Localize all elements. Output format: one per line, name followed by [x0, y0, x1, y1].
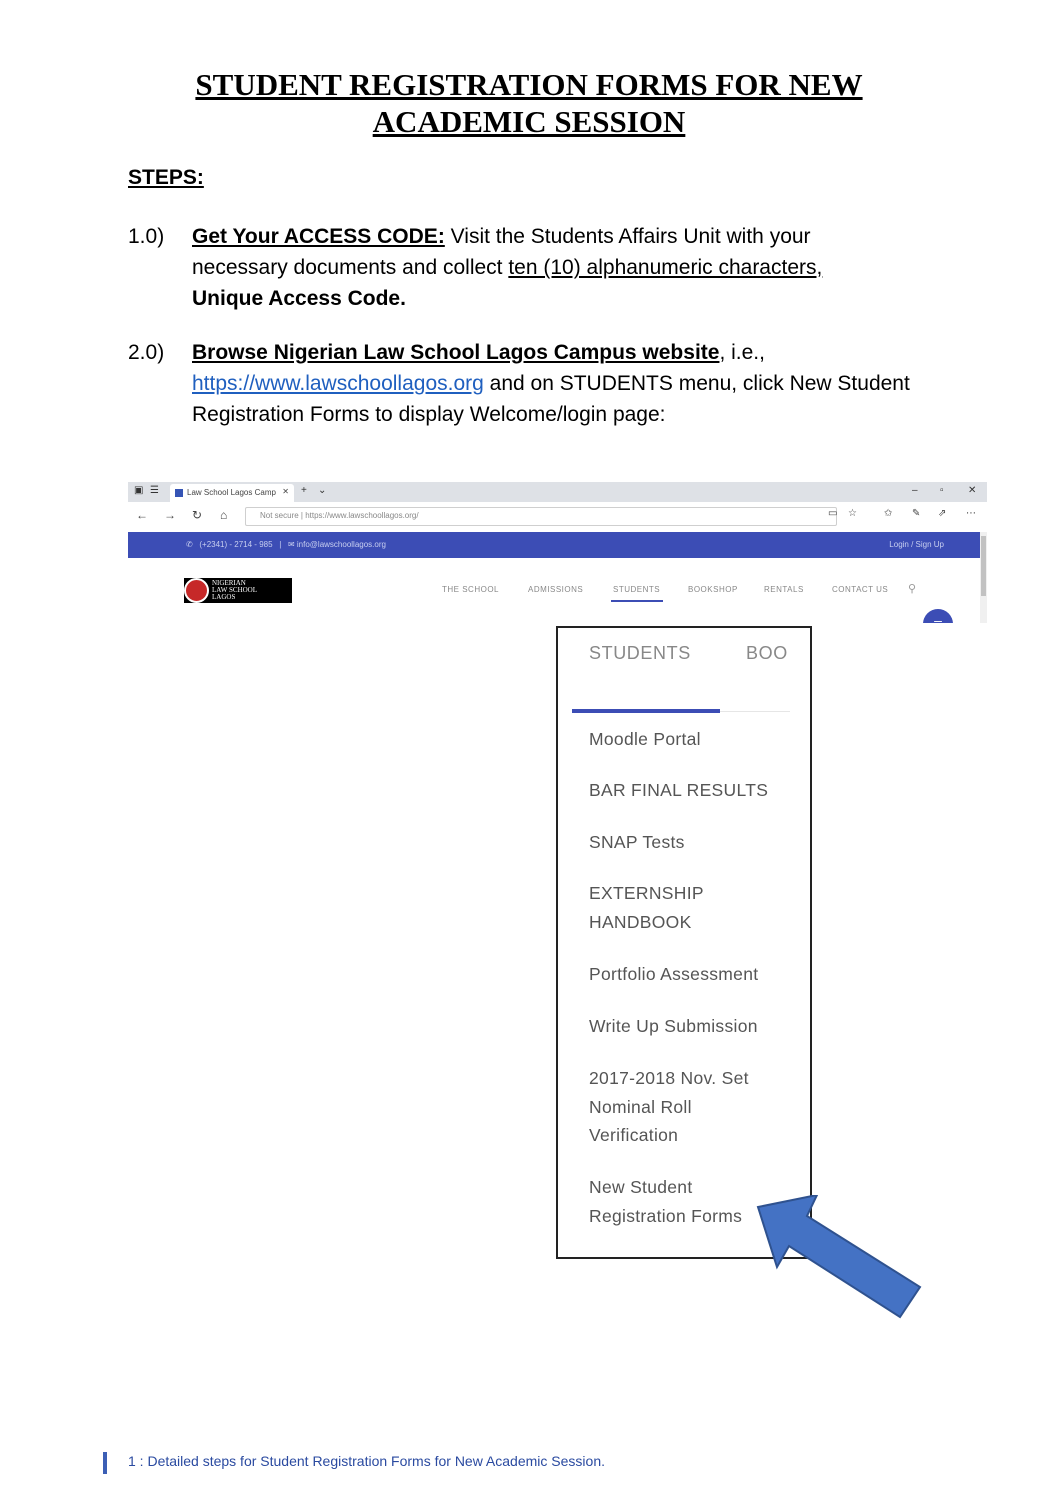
- menu-item-bar-final-results[interactable]: BAR FINAL RESULTS: [589, 780, 769, 800]
- figure-caption: 1 : Detailed steps for Student Registration Forms for New Academic Session.: [128, 1453, 605, 1469]
- email-address: info@lawschoollagos.org: [296, 540, 386, 549]
- logo-line-3: LAGOS: [212, 593, 236, 601]
- maximize-icon[interactable]: ▫: [940, 485, 944, 496]
- step-2-label: Browse Nigerian Law School Lagos Campus website: [192, 341, 720, 364]
- page-scrollbar[interactable]: [980, 532, 987, 623]
- menu-item-snap-tests[interactable]: SNAP Tests: [589, 832, 685, 852]
- contact-info: ✆ (+2341) - 2714 - 985 | ✉ info@lawschoollagos.org: [186, 540, 386, 549]
- menu-contact-us[interactable]: CONTACT US: [832, 585, 889, 594]
- close-window-icon[interactable]: ✕: [968, 485, 977, 496]
- step-2-text-b: and on STUDENTS menu, click New Student Registration Forms to display Welcome/login page:: [192, 372, 910, 426]
- menu-admissions[interactable]: ADMISSIONS: [528, 585, 584, 594]
- menu-the-school[interactable]: THE SCHOOL: [442, 585, 500, 594]
- minimize-icon[interactable]: –: [912, 485, 918, 496]
- students-dropdown-zoom: [556, 626, 812, 1259]
- back-icon[interactable]: ←: [136, 508, 148, 522]
- menu-item-moodle-portal[interactable]: Moodle Portal: [589, 729, 701, 749]
- title-line-1: STUDENT REGISTRATION FORMS FOR NEW: [195, 67, 863, 102]
- document-title: [100, 66, 958, 140]
- dropdown-active-bar: [572, 709, 720, 713]
- step-1-bold-end: Unique Access Code.: [192, 287, 406, 310]
- home-icon[interactable]: ⌂: [220, 508, 228, 522]
- step-2-number: 2.0): [128, 341, 165, 364]
- search-icon[interactable]: ⚲: [908, 583, 917, 595]
- forward-icon[interactable]: →: [164, 508, 176, 522]
- footer-accent-bar: [103, 1452, 107, 1474]
- floating-action-button[interactable]: –: [923, 609, 953, 623]
- menu-active-underline: [611, 600, 663, 602]
- share-icon[interactable]: ⇗: [938, 508, 947, 519]
- menu-item-portfolio-assessment[interactable]: Portfolio Assessment: [589, 964, 759, 984]
- phone-icon: ✆: [186, 540, 193, 549]
- address-bar-row: [128, 502, 987, 533]
- menu-rentals[interactable]: RENTALS: [764, 585, 804, 594]
- menu-item-nominal-roll-verification[interactable]: 2017-2018 Nov. Set Nominal Roll Verification: [589, 1068, 749, 1145]
- site-nav: [128, 558, 980, 623]
- favorites-hub-icon[interactable]: ✩: [884, 508, 893, 519]
- tab-list-icon[interactable]: ☰: [150, 485, 159, 496]
- favicon-icon: [175, 489, 183, 497]
- crest-icon: [184, 578, 209, 603]
- step-1-underlined: ten (10) alphanumeric characters,: [508, 256, 823, 279]
- browser-screenshot: [128, 482, 987, 623]
- dropdown-header-bookshop[interactable]: BOO: [746, 643, 788, 663]
- more-icon[interactable]: ⋯: [966, 508, 976, 519]
- browser-tab-bar: [128, 482, 987, 502]
- step-2-body: [192, 337, 912, 430]
- site-top-bar: [128, 532, 980, 558]
- url-text: Not secure | https://www.lawschoollagos.org/: [260, 511, 419, 520]
- refresh-icon[interactable]: ↻: [192, 508, 203, 522]
- new-tab-icon[interactable]: +: [301, 485, 307, 496]
- title-line-2: ACADEMIC SESSION: [372, 104, 686, 139]
- step-1-body: [192, 221, 912, 314]
- favorite-star-icon[interactable]: ☆: [848, 508, 857, 519]
- step-1-text: Visit the Students Affairs Unit with your necessary documents and collect: [192, 225, 811, 279]
- mail-icon: ✉: [287, 540, 295, 549]
- step-1-label: Get Your ACCESS CODE:: [192, 225, 445, 248]
- tab-title: Law School Lagos Camp: [187, 488, 276, 497]
- browser-tab[interactable]: [170, 484, 294, 502]
- pen-icon[interactable]: ✎: [912, 508, 921, 519]
- tab-dropdown-icon[interactable]: ⌄: [318, 485, 327, 496]
- step-1-number: 1.0): [128, 225, 165, 248]
- dropdown-header-students[interactable]: STUDENTS: [589, 643, 691, 663]
- website-link[interactable]: https://www.lawschoollagos.org: [192, 372, 484, 395]
- url-input[interactable]: [245, 507, 837, 526]
- phone-number: (+2341) - 2714 - 985: [199, 540, 273, 549]
- menu-item-externship-handbook[interactable]: EXTERNSHIP HANDBOOK: [589, 883, 704, 932]
- dropdown-divider: [720, 711, 790, 712]
- menu-item-new-student-registration-forms[interactable]: New Student Registration Forms: [589, 1177, 743, 1226]
- menu-students[interactable]: STUDENTS: [613, 585, 661, 594]
- steps-heading: STEPS:: [128, 166, 204, 189]
- step-2-text-a: , i.e.,: [719, 341, 765, 364]
- logo-line-2: LAW SCHOOL: [212, 586, 258, 594]
- login-link[interactable]: Login / Sign Up: [889, 540, 944, 549]
- menu-item-write-up-submission[interactable]: Write Up Submission: [589, 1016, 758, 1036]
- pointer-arrow-icon: [755, 1195, 925, 1320]
- logo-line-1: NIGERIAN: [212, 579, 246, 587]
- close-tab-icon[interactable]: ✕: [282, 487, 289, 496]
- tab-actions-icon[interactable]: ▣: [134, 485, 144, 496]
- menu-bookshop[interactable]: BOOKSHOP: [688, 585, 738, 594]
- site-logo[interactable]: [184, 578, 292, 603]
- reading-view-icon[interactable]: ▭: [828, 508, 838, 519]
